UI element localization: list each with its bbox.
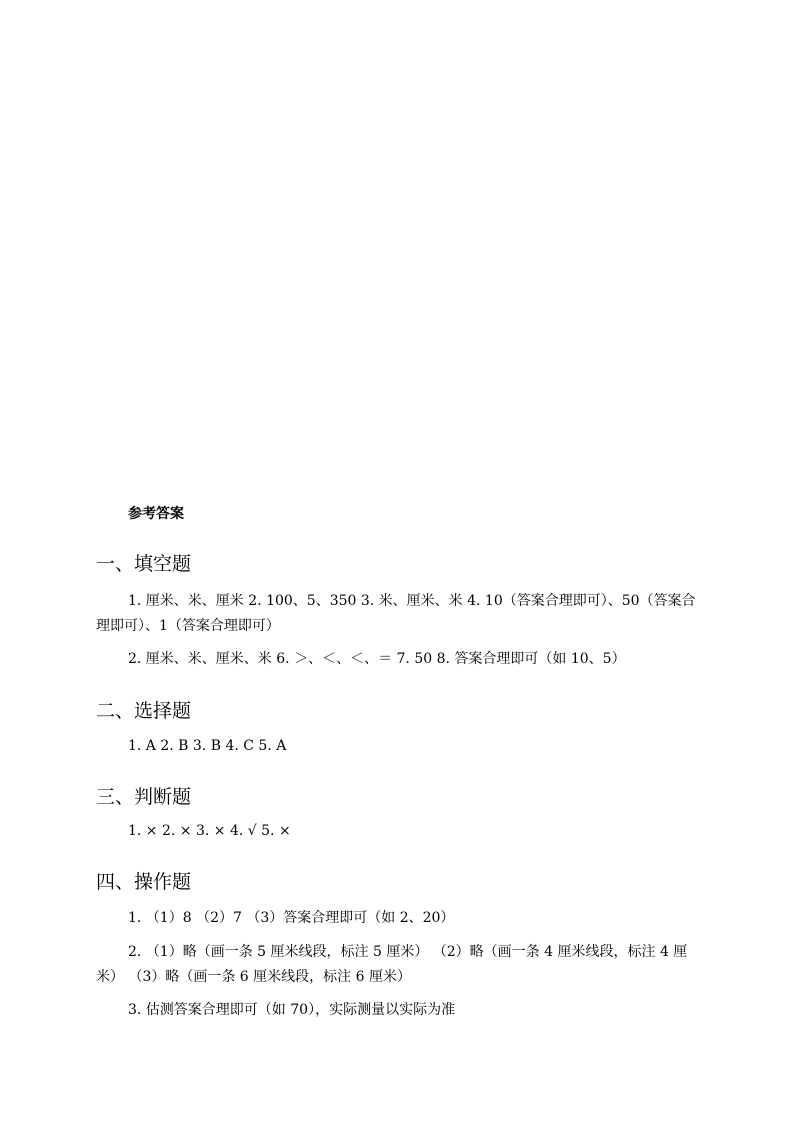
answer-paragraph: 2. （1）略（画一条 5 厘米线段，标注 5 厘米） （2）略（画一条 4 厘米线段，标注 4 厘米） （3）略（画一条 6 厘米线段，标注 6 厘米）	[96, 944, 688, 985]
document-title: 参考答案	[128, 506, 184, 522]
answer-paragraph: 1. 厘米、米、厘米 2. 100、5、350 3. 米、厘米、米 4. 10（答案合理即可）、50（答案合理即可）、1（答案合理即可）	[96, 593, 696, 634]
answer-paragraph: 1. （1）8 （2）7 （3）答案合理即可（如 2、20）	[128, 910, 455, 926]
section-heading-multiple-choice: 二、选择题	[96, 700, 192, 722]
answer-paragraph: 3. 估测答案合理即可（如 70），实际测量以实际为准	[128, 1002, 456, 1018]
answer-paragraph: 1. A 2. B 3. B 4. C 5. A	[128, 738, 287, 754]
section-heading-true-false: 三、判断题	[96, 786, 192, 808]
answer-paragraph: 2. 厘米、米、厘米、米 6. ＞、＜、＜、＝ 7. 50 8. 答案合理即可（如 10、5）	[128, 651, 626, 667]
section-heading-fill-blank: 一、填空题	[96, 553, 192, 575]
answer-paragraph: 1. × 2. × 3. × 4. √ 5. ×	[128, 823, 291, 839]
section-heading-practical: 四、操作题	[96, 871, 192, 893]
